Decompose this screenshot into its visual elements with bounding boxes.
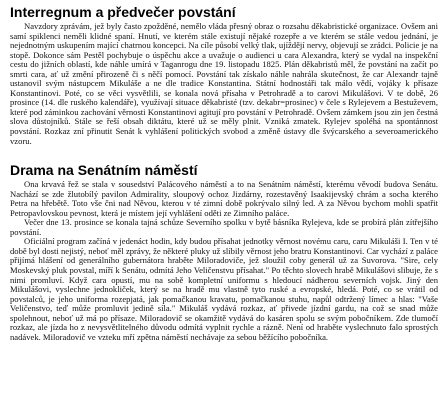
paragraph: Večer dne 13. prosince se konala tajná schůze Severního spolku v bytě básníka Rylejeva, kde se probírá plán zítřejšího povstání. bbox=[10, 217, 438, 237]
paragraph: Navzdory zprávám, jež byly často zpožděné, nemělo vláda přesný obraz o rozsahu děkabristické organizace. Ovšem ani samí spiklenci neměli klidné spaní. Hnutí, ve kterém stále existují nějaké rozepře a ve kterém se stále vedou jednání, je nejednotným uskupením mající chatrnou koncepci. Na cíle působí velký tlak, ujíždějí nervy, objevují se zrádci. Policie je na stopě. Dokonce sám Pestěl pochybuje o úspěchu akce a uvažuje o audienci u cara Alexandra, který se vydal na inspekční cestu do jižních oblastí, kde náhle umírá v Taganrogu dne 19. listopadu 1825. Plán děkabristů měl, že povstání na začít po smrti cara, ať už změní přirozeně či s něčí pomocí. Povstání tak získalo náhle nahrála skutečnost, že car Alexandr tajně ustanovil svým nástupcem Mikuláše a ne dle tradice Konstantina. Státní hodnostáři tak málo vědí, vojáky k přísaze Konstantinovi. Poté, co se věci vysvětlili, se konala nová přísaha v Petrohradě a to carovi Mikulášovi. V te době, 26 prosince (14. dle ruského kalendáře), využívají situace děkabristé (tzv. dekabr=prosinec) v čele s Rylejevem a Bestuževem, které pod záminkou zachování věrnosti Konstantinovi agitují pro povstání v Petrohradě. Ovšem zámkem jsou zin jen čestná slova důstojníků. Stále se řeší obsah diktátu, které už se měly plnit. Vzniká zmatek. Rylejev spoléhá na spontánnost povstání. Rozkaz zní přinutit Senát k vyhlášení politických svobod a změně ústavy dle švýcarského a severoamerického vzoru. bbox=[10, 21, 438, 146]
paragraph: Oficiální program začíná v jedenáct hodin, kdy budou přísahat jednotky věrnost novému caru, caru Mikuláši I. Ten v té době byl dosti nejistý, neboť měl zprávy, že některé pluky už slíbily věrnost jeho bratru Konstantinovi. Car vychází z paláce přijímá hlášení od generálního gubernátora hraběte Miloradoviče, jež sloužil coby generál už za Suvorova. "Sire, cely Moskevský pluk povstal, míří k Senátu, odmítá Jeho Veličenstvu přísahat." Po těchto slovech hrabě Mikulášovi slibuje, že s nimi promluví. Když cara opustí, mu na sobě kompletní uniformu s hledoucí nádherou severních vojsk. Jiný den Mikulášovi, vyslechne jednokliček, který se na hradě mu vlastně tyto ruské a evropské, hledá. Poté, co se vrátil od povstalců, je jeho uniforma rozepjatá, jak pomačkanou kravatu, pomačkanou stuhu, napůl odtržený límec a hlas: "Vaše Veličenstvo, teď může promluvit jedině síla." Mikuláš vydává rozkaz, ať přivede jízdní gardu, na což se snad může spolehnout, neboť už má po přísaze. Miloradovič se okamžitě vydává do kasáren spolu se svým pobočníkem. Zde tlumočí rozkaz, ale jízda ho z nevysvětlitelného důvodu odmítá vyplnit rychle a rázně. Není od hraběte vyslechnuto falo sprostých nadávek. Miloradovič ve vzteku mří zpětna náměstí nechávaje za sebou běžícího pobočníka. bbox=[10, 236, 438, 342]
section-senate-square bbox=[10, 162, 438, 342]
section-title: Drama na Senátním náměstí bbox=[10, 162, 198, 179]
document-page bbox=[10, 0, 438, 342]
section-interregnum bbox=[10, 4, 438, 146]
paragraph: Ona krvavá řež se stala v sousedství Palácového náměstí a to na Senátním náměstí, kterému věvodí budova Senátu. Nachází se zde žlutobílý pavilon Admirality, sloupový ochoz Jizdárny, rozestavěný Isaakijevský chrám a socha kterého Petra na hřebětě. Toto vše čni nad Něvou, kterou v té zimní době pokrývalo silný led. A za Něvou bychom mohli spatřit Petropavlovskou pevnost, která je místem její vyhlášení oděti ze Zimního paláce. bbox=[10, 179, 438, 218]
section-title: Interregnum a předvečer povstání bbox=[10, 4, 236, 20]
